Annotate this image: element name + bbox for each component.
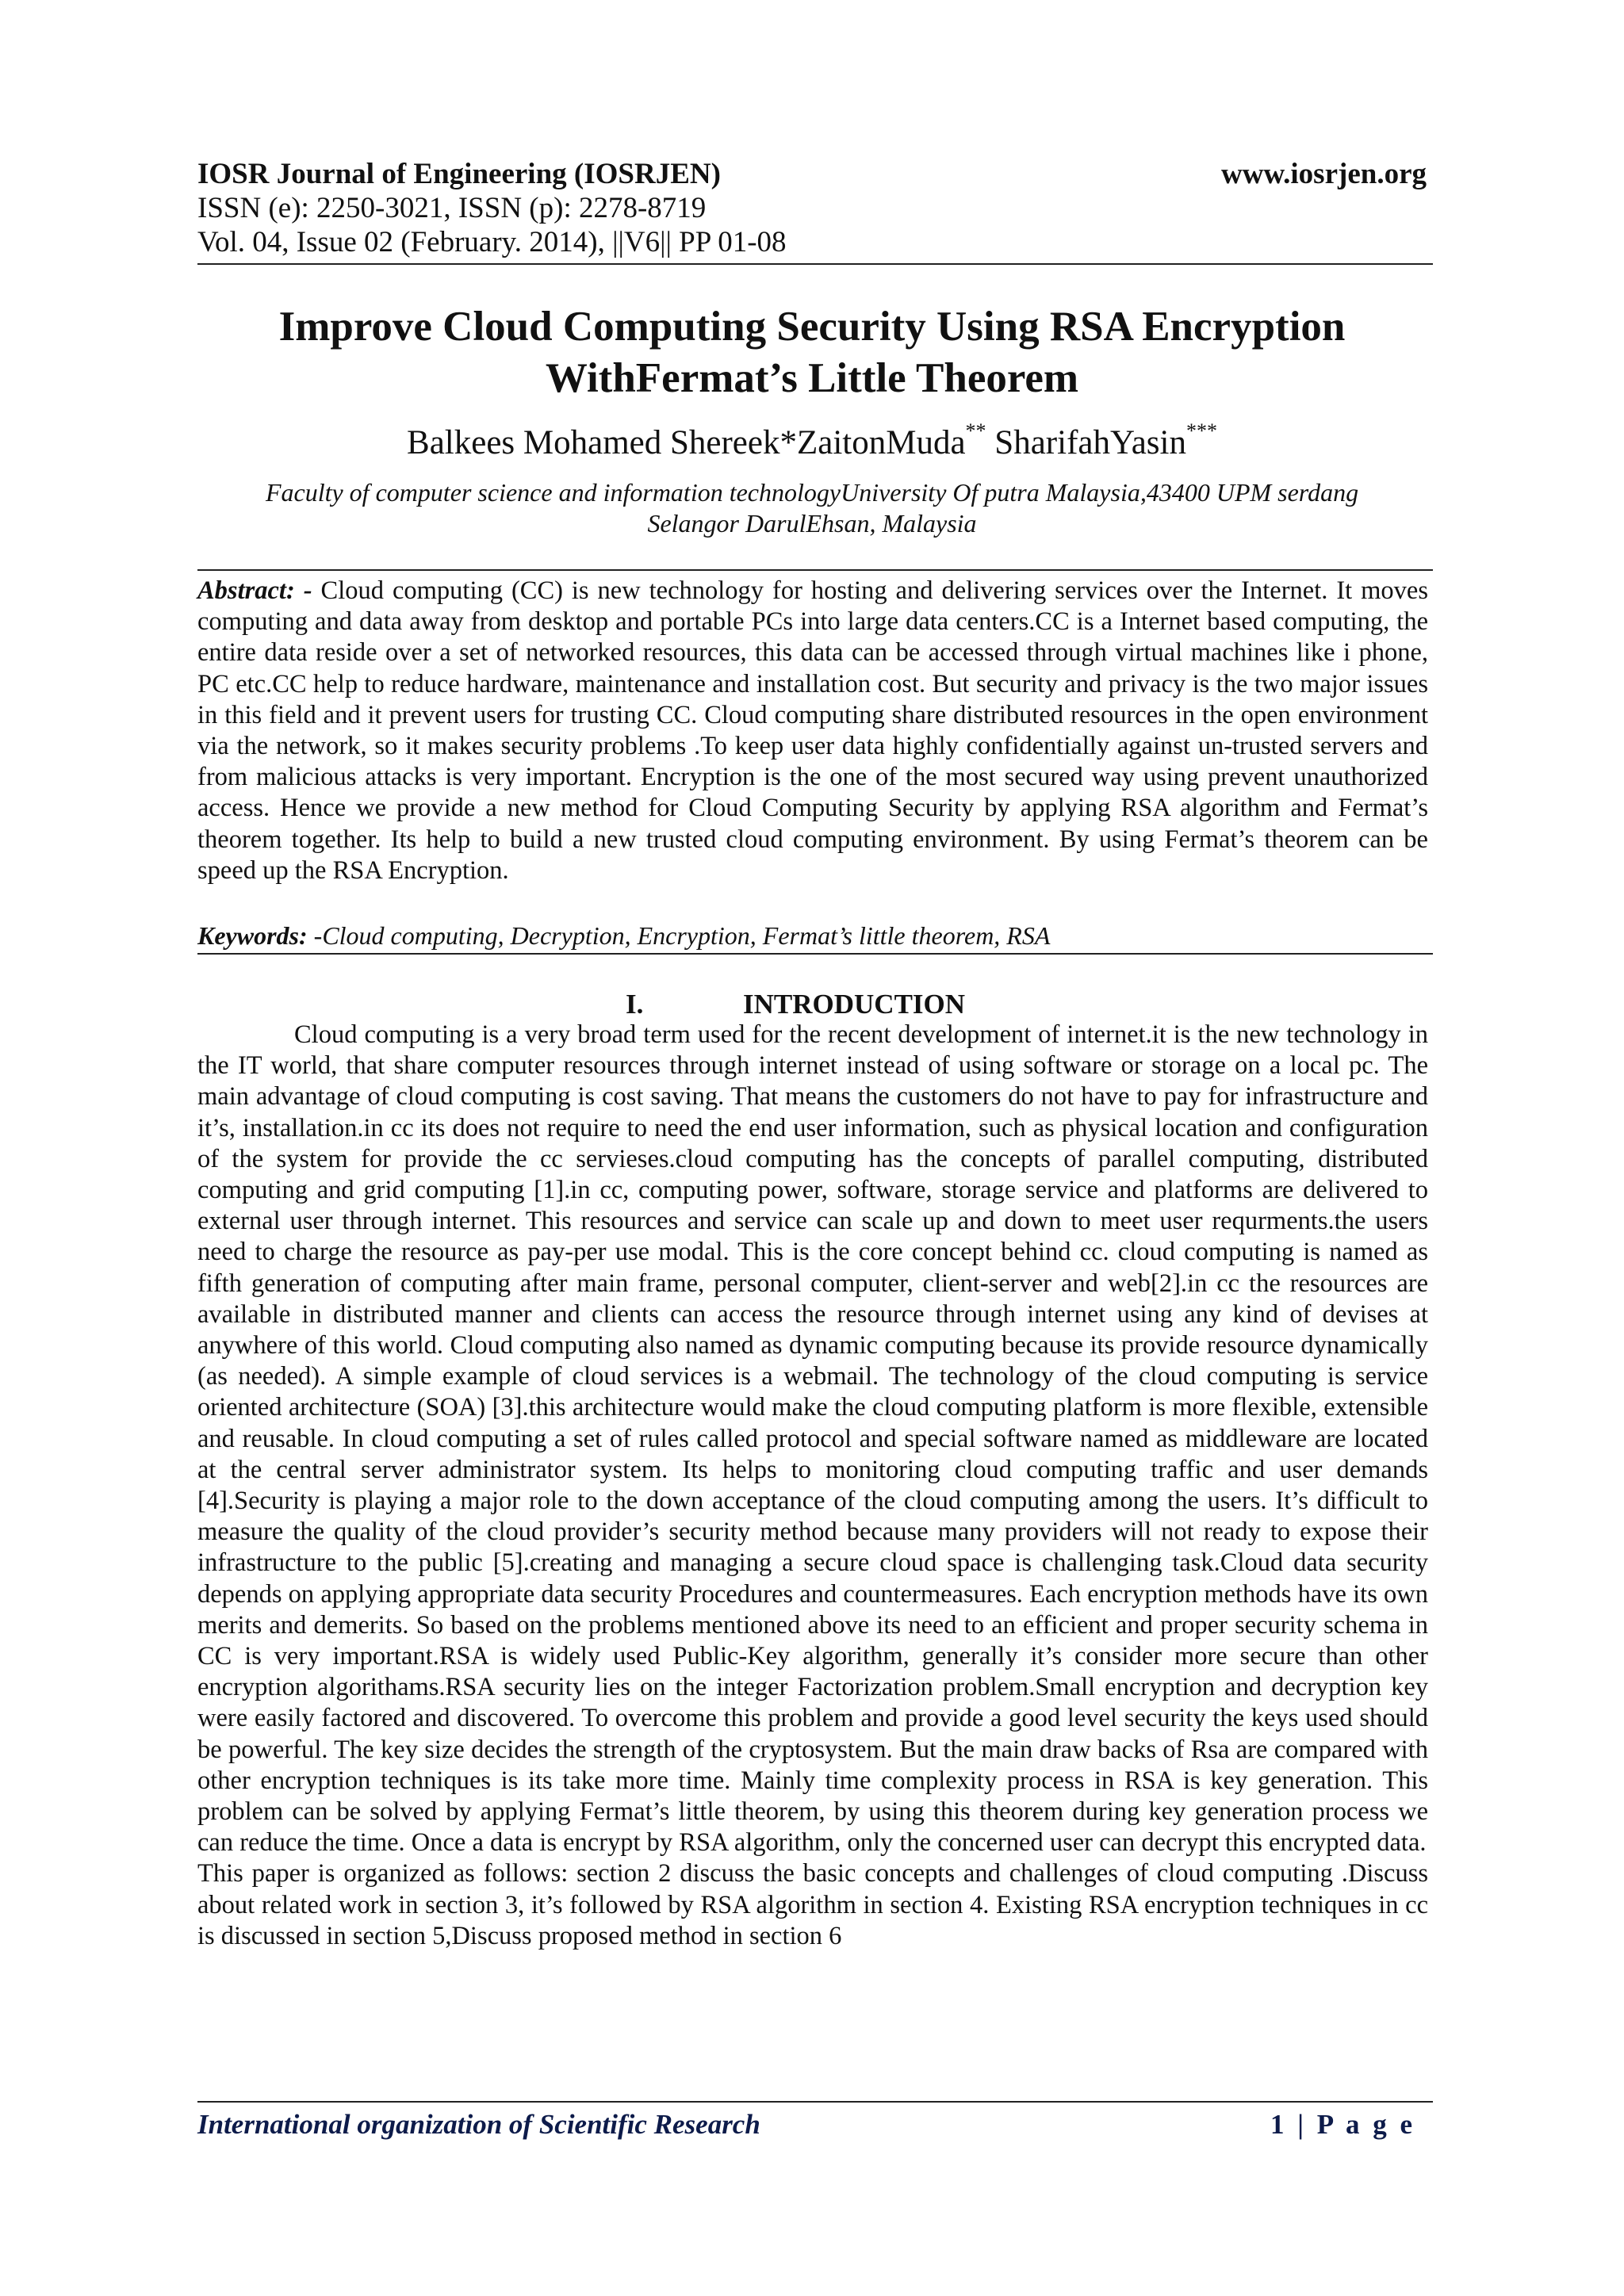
title-line-1: Improve Cloud Computing Security Using RSA Encryption (278, 304, 1346, 350)
header-volume-row (197, 227, 1427, 258)
footer-rule (197, 2101, 1433, 2103)
header-divider (197, 263, 1433, 265)
issn-line: ISSN (e): 2250-3021, ISSN (p): 2278-8719 (197, 192, 707, 224)
abstract-top-rule (197, 569, 1433, 571)
paper-title (197, 301, 1427, 404)
intro-paragraph-2: This paper is organized as follows: section 2 discuss the basic concepts and challenges of cloud computing .Discuss about related work in section 3, it’s followed by RSA algorithm in section 4. Existing RSA encryption techniques in cc is discussed in section 5,Discuss proposed method in section 6 (197, 1859, 1428, 1950)
author-1: Balkees Mohamed Shereek*ZaitonMuda (407, 424, 966, 461)
author-2: SharifahYasin (986, 424, 1186, 461)
volume-line: Vol. 04, Issue 02 (February. 2014), ||V6|| PP 01-08 (197, 226, 787, 258)
header-issn-row (197, 193, 1427, 224)
affiliation (197, 477, 1427, 539)
section-title: INTRODUCTION (743, 989, 966, 1020)
affiliation-line-1: Faculty of computer science and information technologyUniversity Of putra Malaysia,43400 UPM serdang (265, 478, 1359, 507)
journal-website: www.iosrjen.org (1221, 158, 1427, 190)
intro-paragraph-1: Cloud computing is a very broad term used for the recent development of internet.it is the new technology in the IT world, that share computer resources through internet instead of using software or storage on a local pc. The main advantage of cloud computing is cost saving. That means the customers do not have to pay for infrastructure and it’s, installation.in cc its does not require to need the end user information, such as physical location and configuration of the system for provide the cc servieses.cloud computing has the concepts of parallel computing, distributed computing and grid computing [1].in cc, computing power, software, storage service and platforms are delivered to external user through internet. This resources and service can scale up and down to meet user requrments.the users need to charge the resource as pay-per use modal. This is the core concept behind cc. cloud computing is named as fifth generation of computing after main frame, personal computer, client-server and web[2].in cc the resources are available in distributed manner and clients can access the resource through internet using any kind of devises at anywhere of this world. Cloud computing also named as dynamic computing because its provide resource dynamically (as needed). A simple example of cloud services is a webmail. The technology of the cloud computing is service oriented architecture (SOA) [3].this architecture would make the cloud computing platform is more flexible, extensible and reusable. In cloud computing a set of rules called protocol and special software named as middleware are located at the central server administrator system. Its helps to monitoring cloud computing traffic and user demands [4].Security is playing a major role to the down acceptance of the cloud computing among the users. It’s difficult to measure the quality of the cloud provider’s security method because many providers will not ready to expose their infrastructure to the public [5].creating and managing a secure cloud space is challenging task.Cloud data security depends on applying appropriate data security Procedures and countermeasures. Each encryption methods have its own merits and demerits. So based on the problems mentioned above its need to an efficient and proper security schema in CC is very important.RSA is widely used Public-Key algorithm, generally it’s consider more secure than other encryption algorithams.RSA security lies on the integer Factorization problem.Small encryption and decryption key were easily factored and discovered. To overcome this problem and provide a good level security the keys used should be powerful. The key size decides the strength of the cryptosystem. But the main draw backs of Rsa are compared with other encryption techniques is its take more time. Mainly time complexity process in RSA is key generation. This problem can be solved by applying Fermat’s little theorem, by using this theorem during key generation process we can reduce the time. Once a data is encrypt by RSA algorithm, only the concerned user can decrypt this encrypted data. (197, 1020, 1428, 1858)
footer-organization: International organization of Scientific Research (197, 2109, 760, 2140)
introduction-body (197, 1020, 1428, 1952)
author-2-mark: *** (1185, 419, 1217, 442)
keywords (197, 920, 1428, 951)
title-line-2: WithFermat’s Little Theorem (545, 355, 1079, 401)
author-1-mark: ** (965, 419, 986, 442)
keywords-label: Keywords: (197, 921, 308, 950)
page-number: 1 | P a g e (1270, 2109, 1415, 2140)
keywords-text: -Cloud computing, Decryption, Encryption, Fermat’s little theorem, RSA (307, 921, 1051, 950)
keywords-bottom-rule (197, 953, 1433, 955)
abstract (197, 576, 1428, 886)
journal-name: IOSR Journal of Engineering (IOSRJEN) (197, 158, 721, 190)
author-list (197, 419, 1427, 462)
section-number: I. (626, 989, 644, 1020)
affiliation-line-2: Selangor DarulEhsan, Malaysia (647, 509, 977, 538)
abstract-label: Abstract: - (197, 576, 312, 605)
abstract-text: Cloud computing (CC) is new technology for hosting and delivering services over the Internet. It moves computing and data away from desktop and portable PCs into large data centers.CC is a Internet based computing, the entire data reside over a set of networked resources, this data can be accessed through virtual machines like i phone, PC etc.CC help to reduce hardware, maintenance and installation cost. But security and privacy is the two major issues in this field and it prevent users for trusting CC. Cloud computing share distributed resources in the open environment via the network, so it makes security problems .To keep user data highly confidentially against un-trusted servers and from malicious attacks is very important. Encryption is the one of the most secured way using prevent unauthorized access. Hence we provide a new method for Cloud Computing Security by applying RSA algorithm and Fermat’s theorem together. Its help to build a new trusted cloud computing environment. By using Fermat’s theorem can be speed up the RSA Encryption. (197, 576, 1428, 885)
